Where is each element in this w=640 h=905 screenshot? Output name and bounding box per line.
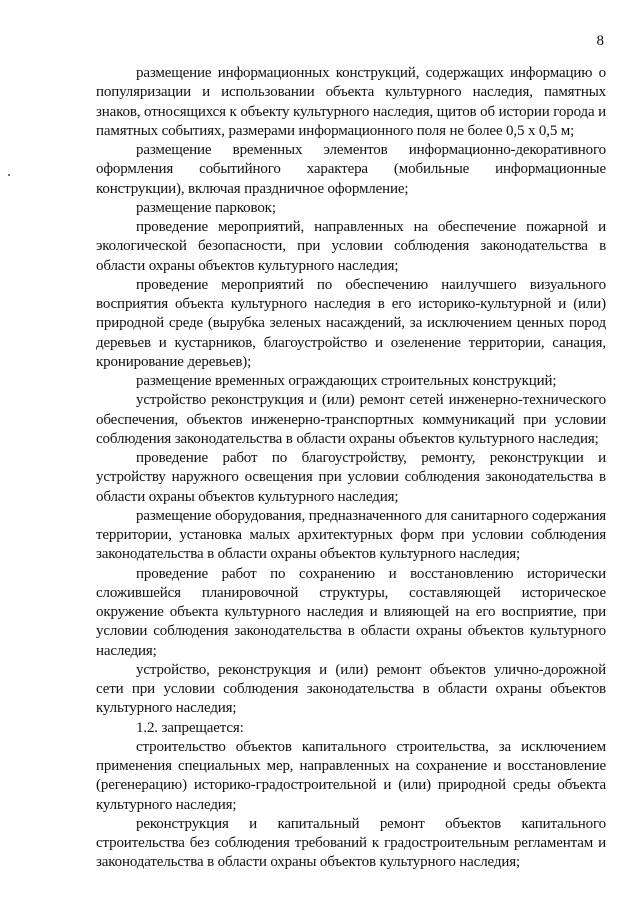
paragraph-capital-construction: строительство объектов капитального строительства, за исключением применения специальных мер, направленных на сохранение и восстановление (регенерацию) историко-градостроительной и (или) природной среды объекта культурного наследия; [96,738,606,813]
paragraph-outdoor-lighting: проведение работ по благоустройству, ремонту, реконструкции и устройству наружного освещения при условии соблюдения законодательства в области охраны объектов культурного наследия; [96,450,606,505]
scan-speck [8,174,10,176]
paragraph-historic-planning: проведение работ по сохранению и восстановлению исторически сложившейся планировочной структуры, составляющей историческое окружение объекта культурного наследия и влияющей на его восприятие, при условии соблюдения законодательства в области охраны объектов культурного наследия; [96,565,606,659]
page-number: 8 [596,33,604,49]
paragraph-fire-safety: проведение мероприятий, направленных на обеспечение пожарной и экологической безопасности, при условии соблюдения законодательства в области охраны объектов культурного наследия; [96,219,606,274]
paragraph-parking: размещение парковок; [136,199,276,216]
paragraph-road-network: устройство, реконструкция и (или) ремонт объектов улично-дорожной сети при условии соблюдения законодательства в области охраны объектов культурного наследия; [96,661,606,717]
paragraph-temporary-decor: размещение временных элементов информационно-декоративного оформления событийного характера (мобильные информационные конструкции), включая праздничное оформление; [96,142,606,197]
paragraph-visual-perception: проведение мероприятий по обеспечению наилучшего визуального восприятия объекта культурного наследия в его историко-культурной и (или) природной среде (вырубка зеленых насаждений, за исключением ценных пород деревьев и кустарников, благоустройство и озеленение территории, санация, кронирование деревьев); [96,276,606,370]
paragraph-reconstruction-repair: реконструкция и капитальный ремонт объектов капитального строительства без соблюдения требований к градостроительным регламентам и законодательства в области охраны объектов культурного наследия; [96,815,606,871]
document-body [96,64,606,873]
paragraph-info-structures: размещение информационных конструкций, содержащих информацию о популяризации и использовании объекта культурного наследия, памятных знаков, относящихся к объекту культурного наследия, щитов об истории города и памятных событиях, размерами информационного поля не более 0,5 х 0,5 м; [96,65,606,139]
paragraph-engineering-networks: устройство реконструкция и (или) ремонт сетей инженерно-технического обеспечения, объектов инженерно-транспортных коммуникаций при условии соблюдения законодательства в области охраны объектов культурного наследия; [96,392,606,447]
paragraph-sanitary-equipment: размещение оборудования, предназначенного для санитарного содержания территории, установка малых архитектурных форм при условии соблюдения законодательства в области охраны объектов культурного наследия; [96,507,606,563]
paragraph-temporary-fences: размещение временных ограждающих строительных конструкций; [136,373,557,389]
section-heading-prohibited: 1.2. запрещается: [136,719,244,736]
